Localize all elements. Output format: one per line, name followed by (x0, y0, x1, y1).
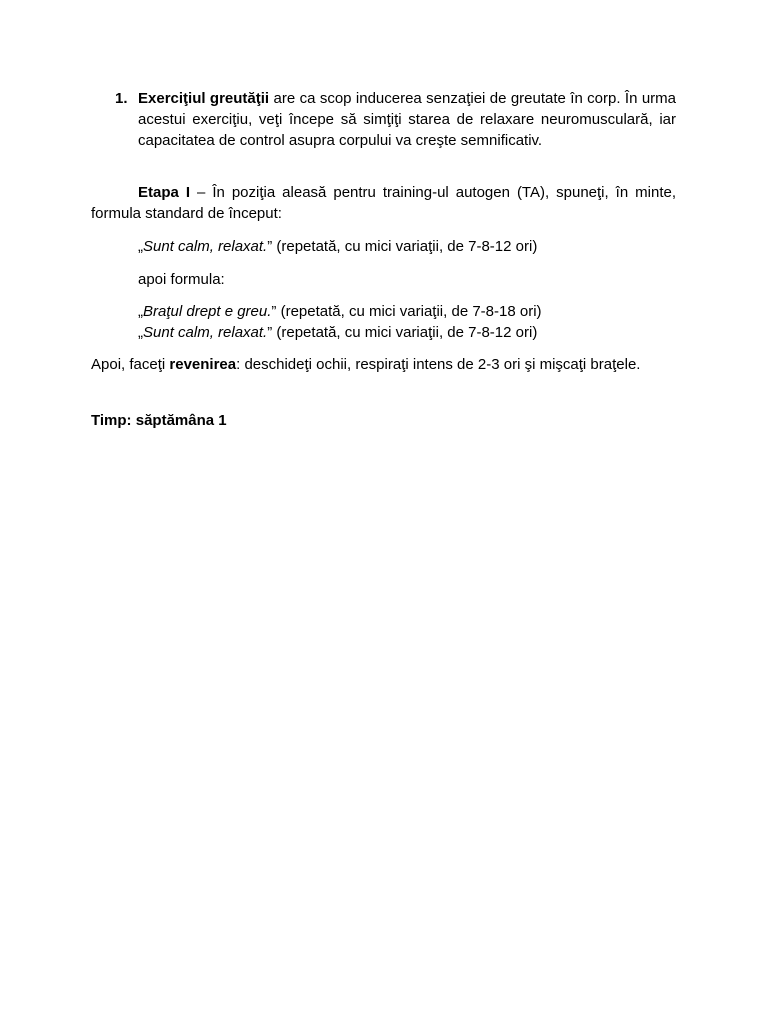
formula-text: Sunt calm, relaxat. (143, 238, 268, 255)
formula-close-quote: ” (267, 238, 273, 255)
item-title: Exerciţiul greutăţii (138, 90, 270, 107)
etapa-paragraph (91, 182, 676, 224)
formula-note: (repetată, cu mici variaţii, de 7-8-18 ori) (276, 303, 542, 320)
item-text: are ca scop inducerea senzaţiei de greutate în corp. În urma acestui exerciţiu, veţi începe să simţiţi starea de relaxare neuromusculară, iar capacitatea de control asupra corpului va creşte semnificativ. (138, 90, 677, 149)
revenire-before: Apoi, faceţi (91, 356, 170, 373)
formula-note: (repetată, cu mici variaţii, de 7-8-12 ori) (272, 238, 538, 255)
formula-open-quote: „ (138, 238, 143, 255)
item-number: 1. (115, 90, 128, 107)
formula-close-quote: ” (271, 303, 277, 320)
exercise-item-1 (115, 88, 676, 151)
revenire-bold: revenirea (169, 356, 237, 373)
formula-close-quote: ” (267, 324, 273, 341)
formula-line-1 (138, 236, 676, 257)
etapa-text: – În poziţia aleasă pentru training-ul autogen (TA), spuneţi, în minte, formula standard de început: (91, 184, 677, 222)
etapa-label: Etapa I (138, 184, 191, 201)
timp-line: Timp: săptămâna 1 (91, 412, 227, 429)
formula-open-quote: „ (138, 324, 143, 341)
formula-text: Sunt calm, relaxat. (143, 324, 268, 341)
formula-note: (repetată, cu mici variaţii, de 7-8-12 ori) (272, 324, 538, 341)
formula-text: Braţul drept e greu. (143, 303, 272, 320)
formula-open-quote: „ (138, 303, 143, 320)
formula-line-2 (138, 301, 676, 322)
formula-line-3 (138, 322, 676, 343)
item-body (115, 88, 676, 151)
apoi-formula-line: apoi formula: (138, 271, 225, 288)
revenire-after: : deschideţi ochii, respiraţi intens de 2-3 ori şi mişcaţi braţele. (236, 356, 641, 373)
revenire-paragraph (91, 354, 676, 375)
